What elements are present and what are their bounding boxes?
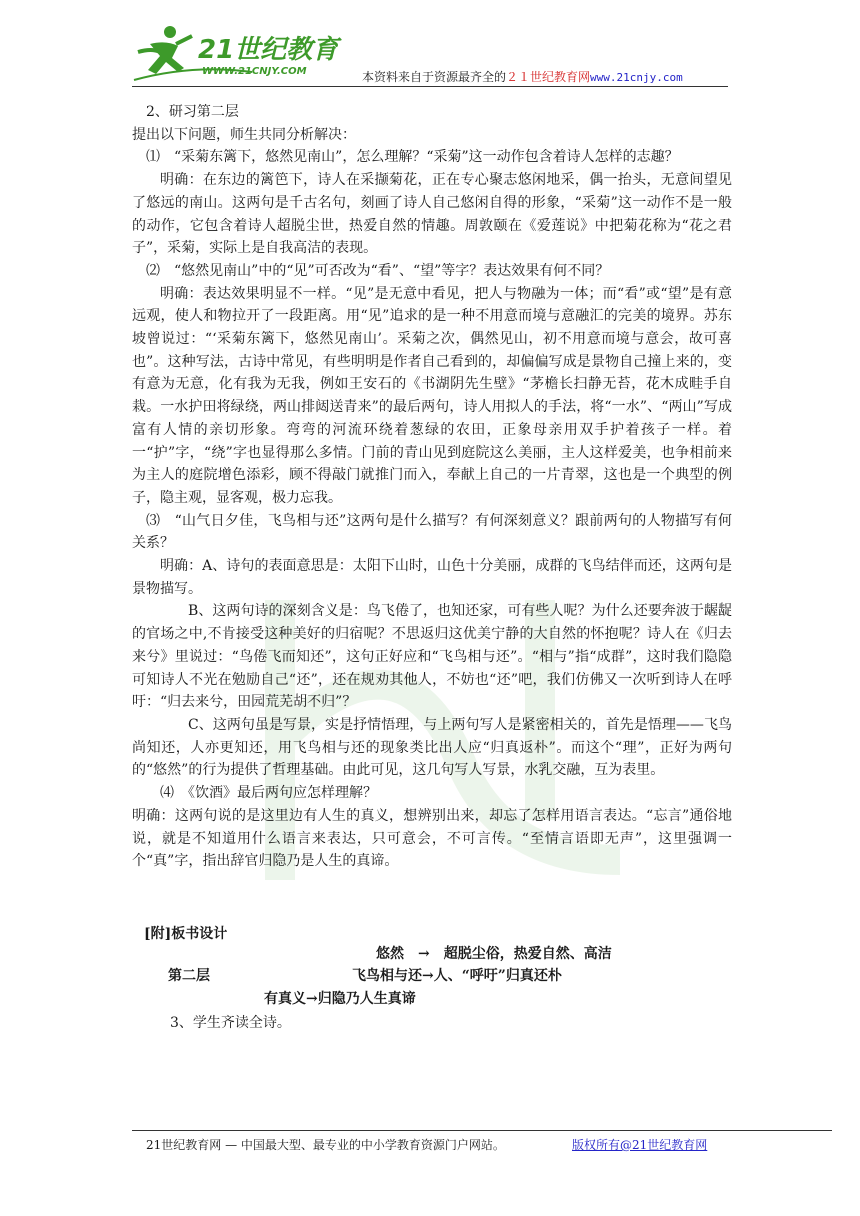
board-row-3: 有真义→归隐乃人生真谛 <box>264 991 416 1007</box>
final-step: 3、学生齐读全诗。 <box>170 1015 291 1031</box>
intro-text: 提出以下问题，师生共同分析解决： <box>132 126 356 143</box>
page-header <box>132 22 724 86</box>
question-4: ⑷ 《饮酒》最后两句应怎样理解？ <box>160 785 377 802</box>
header-note-prefix: 本资料来自于资源最齐全的 <box>362 70 507 84</box>
header-note-brand: ２１世纪教育网 <box>506 70 591 84</box>
logo-url: WWW.21CNJY.COM <box>202 66 307 77</box>
question-2: ⑵ “悠然见南山”中的“见”可否改为“看”、“望”等字？表达效果有何不同？ <box>146 262 610 279</box>
header-note-url[interactable]: www.21cnjy.com <box>590 71 683 84</box>
answer-4: 明确：这两句说的是这里边有人生的真义，想辨别出来，却忘了怎样用语言表达。“忘言”通俗地说，就是不知道用什么语言来表达，只可意会，不可言传。“至情言语即无声”，这里强调一个“真”字，指出辞官归隐乃是人生的真谛。 <box>132 807 732 870</box>
site-logo <box>132 22 342 84</box>
header-divider <box>132 86 728 87</box>
board-row-2: 飞鸟相与还→人、“呼吁”归真还朴 <box>352 968 562 984</box>
answer-3c: C、这两句虽是写景，实是抒情悟理，与上两句写人是紧密相关的，首先是悟理——飞鸟尚知还，人亦更知还，用飞鸟相与还的现象类比出人应“归真返朴”。而这个“理”，正好为两句的“悠然”的行为提供了哲理基础。由此可见，这几句写人写景，水乳交融，互为表里。 <box>132 716 732 779</box>
question-3: ⑶ “山气日夕佳，飞鸟相与还”这两句是什么描写？有何深刻意义？跟前两句的人物描写有何关系？ <box>132 512 732 552</box>
copyright-link[interactable]: 版权所有@21世纪教育网 <box>572 1138 708 1152</box>
logo-text: 21世纪教育 <box>198 35 339 65</box>
answer-3a: 明确：A、诗句的表面意思是：太阳下山时，山色十分美丽，成群的飞鸟结伴而还，这两句是景物描写。 <box>132 558 732 597</box>
answer-3b: B、这两句诗的深刻含义是：鸟飞倦了，也知还家，可有些人呢？为什么还要奔波于龌龊的官场之中,不肯接受这种美好的归宿呢？不思返归这优美宁静的大自然的怀抱呢？诗人在《归去来兮》里说过：“鸟倦飞而知还”，这句正好应和“飞鸟相与还”。“相与”指“成群”，这时我们隐隐可知诗人不光在勉励自己“还”，还在规劝其他人，不妨也“还”吧，我们仿佛又一次听到诗人在呼吁：“归去来兮，田园荒芜胡不归”？ <box>132 603 732 711</box>
document-body <box>132 101 732 873</box>
board-row-1: 悠然 → 超脱尘俗，热爱自然、高洁 <box>376 946 612 962</box>
section-title: 2、研习第二层 <box>146 104 239 120</box>
board-heading: [附]板书设计 <box>144 926 228 942</box>
question-1: ⑴ “采菊东篱下，悠然见南山”，怎么理解？“采菊”这一动作包含着诗人怎样的志趣？ <box>146 149 679 166</box>
footer-divider <box>132 1130 832 1131</box>
board-layer-label: 第二层 <box>168 968 210 984</box>
answer-2: 明确：表达效果明显不一样。“见”是无意中看见，把人与物融为一体；而“看”或“望”是有意远观，使人和物拉开了一段距离。用“见”追求的是一种不用意而境与意融汇的完美的境界。苏东坡曾说过：“‘采菊东篱下，悠然见南山’。采菊之次，偶然见山，初不用意而境与意会，故可喜也”。这种写法，古诗中常见，有些明明是作者自己看到的，却偏偏写成是景物自己撞上来的，变有意为无意，化有我为无我，例如王安石的《书湖阴先生壁》“茅檐长扫静无苔，花木成畦手自栽。一水护田将绿绕，两山排闼送青来”的最后两句，诗人用拟人的手法，将“一水”、“两山”写成富有人情的亲切形象。弯弯的河流环绕着葱绿的农田，正象母亲用双手护着孩子一样。着一“护”字，“绕”字也显得那么多情。门前的青山见到庭院这么美丽，主人这样爱美，也争相前来为主人的庭院增色添彩，顾不得敲门就推门而入，奉献上自己的一片青翠，这也是一个典型的例子，隐主观，显客观，极力忘我。 <box>132 285 732 506</box>
header-note <box>362 68 683 85</box>
footer-text: 21世纪教育网 — 中国最大型、最专业的中小学教育资源门户网站。 <box>146 1138 505 1152</box>
answer-1: 明确：在东边的篱笆下，诗人在采撷菊花，正在专心聚志悠闲地采，偶一抬头，无意间望见了悠远的南山。这两句是千古名句，刻画了诗人自己悠闲自得的形象，“采菊”这一动作不是一般的动作，它包含着诗人超脱尘世，热爱自然的情趣。周敦颐在《爱莲说》中把菊花称为“花之君子”，采菊，实际上是自我高洁的表现。 <box>132 172 732 257</box>
